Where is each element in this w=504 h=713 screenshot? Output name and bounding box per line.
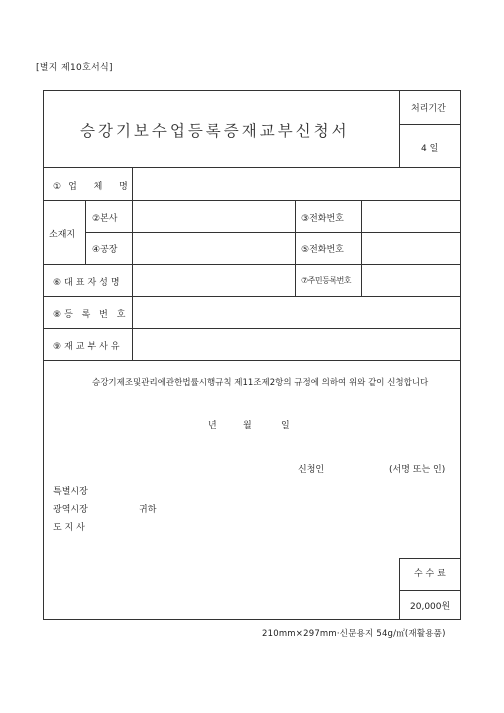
processing-period-value: 4 일 bbox=[421, 144, 439, 154]
representative-field[interactable] bbox=[133, 265, 294, 295]
signature-note: (서명 또는 인) bbox=[389, 465, 446, 475]
date-month-label: 월 bbox=[243, 421, 252, 431]
factory-phone-label: ⑤전화번호 bbox=[301, 245, 344, 255]
date-day-label: 일 bbox=[281, 421, 290, 431]
head-office-field[interactable] bbox=[133, 201, 294, 231]
head-office-phone-field[interactable] bbox=[362, 201, 460, 231]
form-reference: [별지 제10호서식] bbox=[36, 63, 113, 73]
factory-phone-field[interactable] bbox=[362, 233, 460, 263]
location-label: 소재지 bbox=[49, 230, 76, 240]
fee-label: 수 수 료 bbox=[414, 569, 446, 579]
form-title: 승강기보수업등록증재교부신청서 bbox=[80, 122, 350, 140]
resident-no-label: ⑦주민등록번호 bbox=[301, 276, 352, 285]
divider bbox=[399, 124, 461, 125]
applicant-label: 신청인 bbox=[298, 465, 325, 475]
reissue-reason-field[interactable] bbox=[133, 329, 460, 359]
resident-no-field[interactable] bbox=[362, 265, 460, 295]
recipient-city-mayor: 광역시장 bbox=[53, 505, 88, 515]
representative-label: ⑥대표자성명 bbox=[53, 278, 123, 288]
company-name-field[interactable] bbox=[133, 168, 460, 199]
recipient-governor: 도 지 사 bbox=[53, 523, 85, 533]
head-office-label: ②본사 bbox=[92, 214, 118, 224]
paper-spec-footer: 210mm×297mm·신문용지 54g/㎡(재활용품) bbox=[262, 629, 446, 639]
recipient-suffix: 귀하 bbox=[139, 505, 157, 515]
divider bbox=[43, 360, 461, 361]
fee-value: 20,000원 bbox=[410, 602, 451, 612]
date-year-label: 년 bbox=[208, 421, 217, 431]
application-statement: 승강기제조및관리에관한법률시행규칙 제11조제2항의 규정에 의하여 위와 같이 신청합니다 bbox=[92, 378, 429, 388]
divider bbox=[85, 200, 86, 264]
registration-no-field[interactable] bbox=[133, 297, 460, 327]
divider bbox=[295, 200, 296, 296]
registration-no-label: ⑧등 록 번 호 bbox=[53, 310, 129, 320]
divider bbox=[399, 90, 400, 167]
factory-field[interactable] bbox=[133, 233, 294, 263]
company-name-label: ①업 체 명 bbox=[53, 182, 135, 192]
divider bbox=[399, 558, 461, 559]
reissue-reason-label: ⑨재교부사유 bbox=[53, 342, 123, 352]
recipient-metropolitan-mayor: 특별시장 bbox=[53, 487, 88, 497]
processing-period-label: 처리기간 bbox=[411, 104, 446, 114]
divider bbox=[399, 558, 400, 620]
divider bbox=[399, 590, 461, 591]
head-office-phone-label: ③전화번호 bbox=[301, 214, 344, 224]
factory-label: ④공장 bbox=[92, 245, 118, 255]
